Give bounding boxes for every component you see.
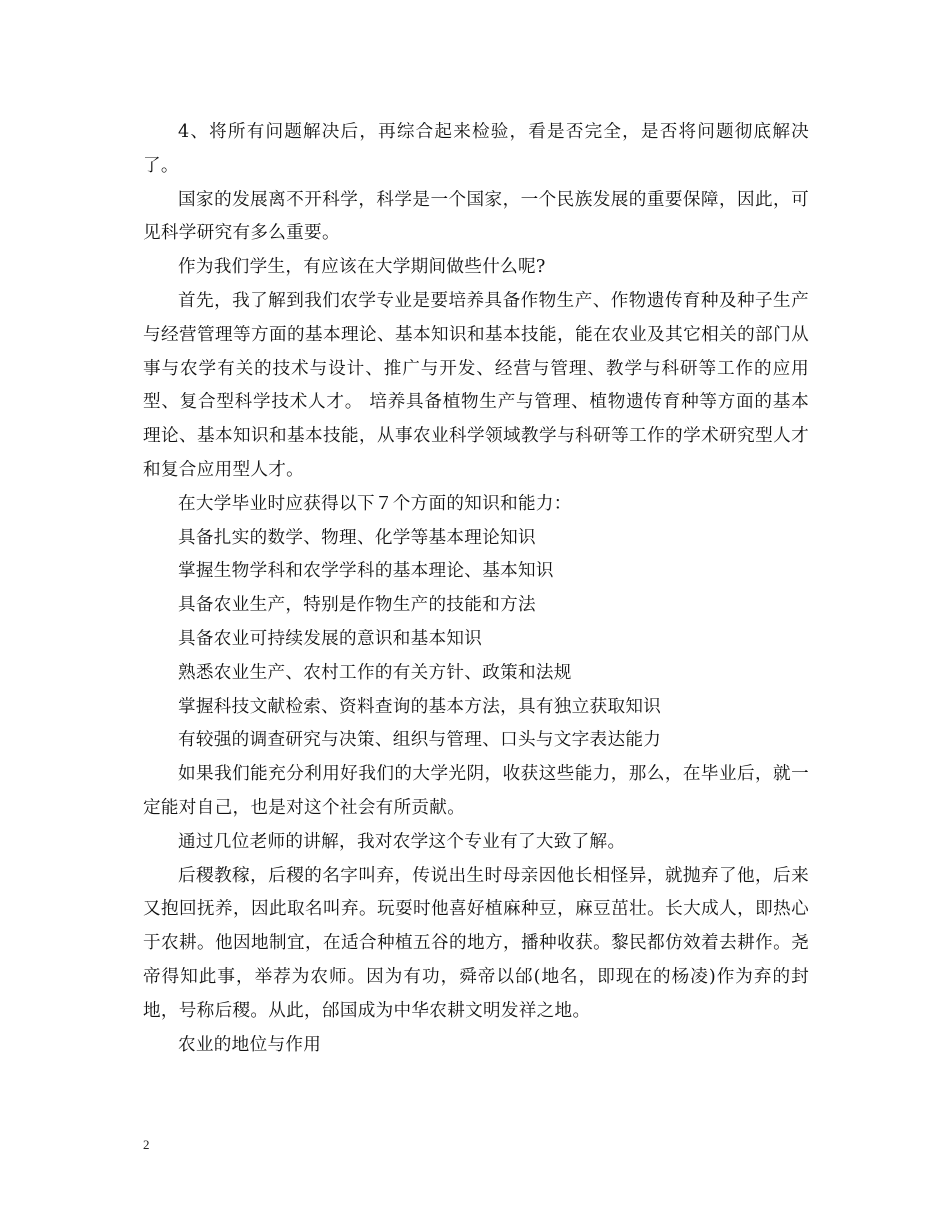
list-item: 具备农业可持续发展的意识和基本知识 [178,628,483,649]
paragraph: 在大学毕业时应获得以下７个方面的知识和能力： [178,493,572,514]
paragraph: 4、将所有问题解决后，再综合起来检验，看是否完全，是否将问题彻底解决了。 [143,122,809,176]
paragraph: 通过几位老师的讲解，我对农学这个专业有了大致了解。 [178,831,626,852]
list-item: 有较强的调查研究与决策、组织与管理、口头与文字表达能力 [178,730,662,751]
list-item: 熟悉农业生产、农村工作的有关方针、政策和法规 [178,662,572,683]
paragraph: 首先，我了解到我们农学专业是要培养具备作物生产、作物遗传育种及种子生产与经营管理等方面的基本理论、基本知识和基本技能，能在农业及其它相关的部门从事与农学有关的技术与设计、推广与开发、经营与管理、教学与科研等工作的应用型、复合型科学技术人才。 培养具备植物生产与管理、植物遗传育种等方面的基本理论、基本知识和基本技能，从事农业科学领域教学与科研等工作的学术研究型人才和复合应用型人才。 [143,290,809,480]
page-number: 2 [143,1137,150,1152]
section-heading: 农业的地位与作用 [178,1034,322,1055]
paragraph: 作为我们学生，有应该在大学期间做些什么呢? [178,257,546,278]
paragraph: 如果我们能充分利用好我们的大学光阴，收获这些能力，那么，在毕业后，就一定能对自己，也是对这个社会有所贡献。 [143,764,809,818]
paragraph: 后稷教稼，后稷的名字叫弃，传说出生时母亲因他长相怪异，就抛弃了他，后来又抱回抚养，因此取名叫弃。玩耍时他喜好植麻种豆，麻豆茁壮。长大成人，即热心于农耕。他因地制宜，在适合种植五谷的地方，播种收获。黎民都仿效着去耕作。尧帝得知此事，举荐为农师。因为有功，舜帝以邰(地名，即现在的杨凌)作为弃的封地，号称后稷。从此，邰国成为中华农耕文明发祥之地。 [143,865,809,1021]
list-item: 具备扎实的数学、物理、化学等基本理论知识 [178,527,536,548]
list-item: 具备农业生产，特别是作物生产的技能和方法 [178,595,536,616]
list-item: 掌握科技文献检索、资料查询的基本方法，具有独立获取知识 [178,696,662,717]
document-body [143,116,809,1062]
list-item: 掌握生物学科和农学学科的基本理论、基本知识 [178,561,554,582]
paragraph: 国家的发展离不开科学，科学是一个国家，一个民族发展的重要保障，因此，可见科学研究有多么重要。 [143,189,809,244]
